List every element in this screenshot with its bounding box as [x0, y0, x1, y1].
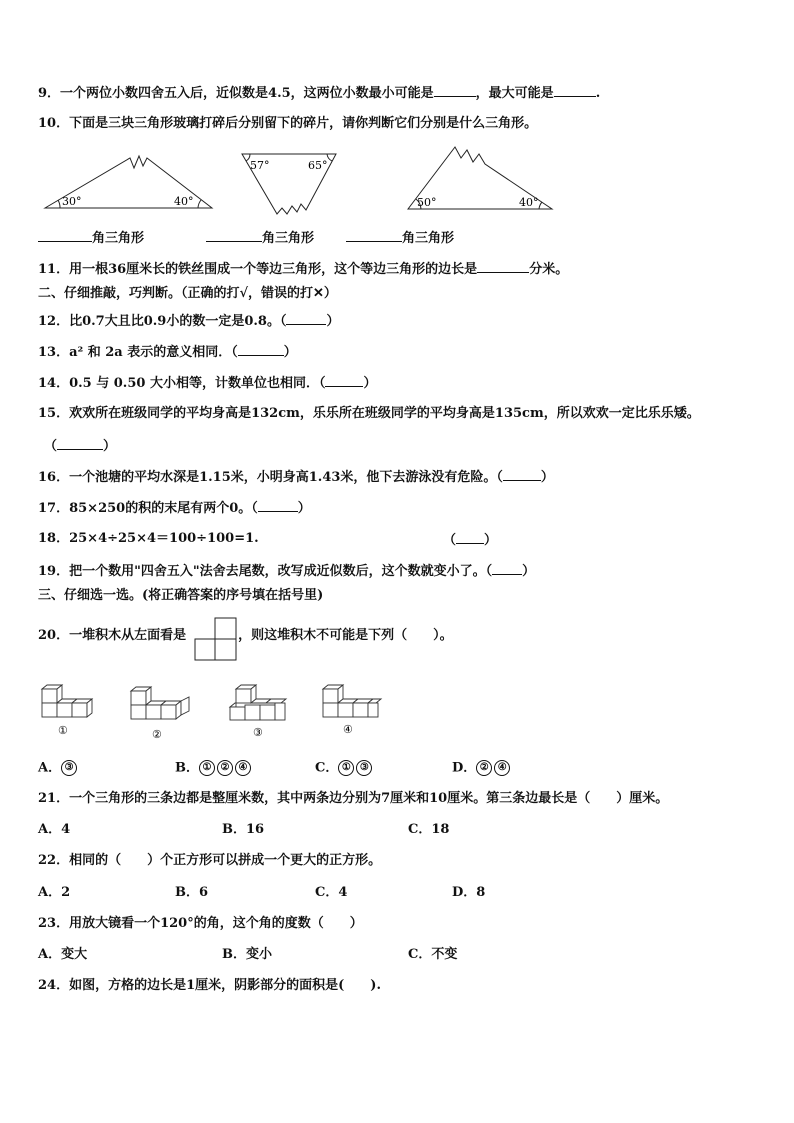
angle-label: 30°: [62, 195, 82, 208]
svg-text:①: ①: [58, 724, 68, 737]
answer-blank[interactable]: [456, 531, 484, 544]
option-a[interactable]: A．4: [38, 822, 71, 837]
option-d[interactable]: D．8: [452, 885, 486, 900]
option-a[interactable]: A．变大: [38, 947, 88, 962]
answer-blank[interactable]: [238, 343, 284, 356]
angle-label: 50°: [417, 196, 437, 209]
svg-text:③: ③: [253, 726, 263, 739]
option-c[interactable]: C．4: [315, 885, 348, 900]
option-b[interactable]: B．变小: [222, 947, 272, 962]
section-heading: 二、仔细推敲，巧判断。（正确的打√，错误的打✕）: [38, 286, 337, 301]
angle-label: 57°: [250, 159, 270, 172]
triangle-fragment-3: [405, 144, 555, 214]
question-9: 9．一个两位小数四舍五入后，近似数是4.5，这两位小数最小可能是 ，最大可能是 .: [38, 86, 601, 101]
block-figure-4: [319, 683, 387, 739]
answer-blank[interactable]: [492, 562, 522, 575]
answer-blank[interactable]: [38, 229, 92, 242]
option-b[interactable]: B． ① ② ④: [175, 760, 253, 777]
option-b[interactable]: B．16: [222, 822, 265, 837]
block-figure-1: [38, 683, 102, 739]
triangle-fragment-2: [240, 152, 340, 217]
answer-blank[interactable]: [258, 499, 298, 512]
block-figure-2: [127, 683, 197, 743]
option-b[interactable]: B．6: [175, 885, 209, 900]
question-13: 13．a² 和 2a 表示的意义相同．（ ）: [38, 345, 297, 360]
angle-label: 65°: [308, 159, 328, 172]
block-figure-3: [226, 683, 296, 741]
question-15-answer: （ ）: [44, 439, 117, 454]
question-21: 21．一个三角形的三条边都是整厘米数，其中两条边分别为7厘米和10厘米。第三条边最长是（ ）厘米。: [38, 791, 669, 806]
answer-blank[interactable]: [206, 229, 262, 242]
question-22: 22．相同的（ ）个正方形可以拼成一个更大的正方形。: [38, 853, 382, 868]
svg-text:④: ④: [343, 723, 353, 736]
question-15: 15．欢欢所在班级同学的平均身高是132cm，乐乐所在班级同学的平均身高是135cm，所以欢欢一定比乐乐矮。: [38, 406, 700, 421]
question-19: 19．把一个数用"四舍五入"法舍去尾数，改写成近似数后，这个数就变小了。（ ）: [38, 564, 536, 579]
answer-line: 角三角形: [38, 229, 144, 247]
option-a[interactable]: A． ③: [38, 760, 79, 777]
answer-blank[interactable]: [477, 260, 529, 273]
question-12: 12．比0.7大且比0.9小的数一定是0.8。（ ）: [38, 314, 340, 329]
angle-label: 40°: [519, 196, 539, 209]
answer-blank[interactable]: [503, 468, 541, 481]
svg-text:②: ②: [152, 728, 162, 741]
option-c[interactable]: C．不变: [408, 947, 458, 962]
section-heading: 三、仔细选一选。(将正确答案的序号填在括号里): [38, 588, 324, 603]
question-20: 20．一堆积木从左面看是 ，则这堆积木不可能是下列（ ）。: [38, 628, 453, 643]
question-23: 23．用放大镜看一个120°的角，这个角的度数（ ）: [38, 916, 363, 931]
answer-line: 角三角形: [206, 229, 314, 247]
question-24: 24．如图，方格的边长是1厘米，阴影部分的面积是( ).: [38, 978, 381, 993]
angle-label: 40°: [174, 195, 194, 208]
question-17: 17．85×250的积的末尾有两个0。（ ）: [38, 501, 311, 516]
answer-blank[interactable]: [57, 437, 103, 450]
answer-blank[interactable]: [346, 229, 402, 242]
left-view-figure: [193, 616, 239, 662]
question-14: 14．0.5 与 0.50 大小相等，计数单位也相同．（ ）: [38, 376, 377, 391]
answer-blank[interactable]: [434, 84, 476, 97]
answer-blank[interactable]: [325, 374, 363, 387]
triangle-fragment-1: [40, 150, 220, 215]
question-16: 16．一个池塘的平均水深是1.15米，小明身高1.43米，他下去游泳没有危险。（ ）: [38, 470, 554, 485]
option-c[interactable]: C． ① ③: [315, 760, 374, 777]
option-c[interactable]: C．18: [408, 822, 450, 837]
question-11: 11．用一根36厘米长的铁丝围成一个等边三角形，这个等边三角形的边长是 分米。: [38, 262, 569, 277]
answer-blank[interactable]: [286, 312, 326, 325]
option-d[interactable]: D． ② ④: [452, 760, 512, 777]
question-10: 10．下面是三块三角形玻璃打碎后分别留下的碎片，请你判断它们分别是什么三角形。: [38, 116, 538, 131]
answer-line: 角三角形: [346, 229, 454, 247]
option-a[interactable]: A．2: [38, 885, 71, 900]
question-18: 18．25×4÷25×4＝100÷100=1.: [38, 531, 259, 546]
answer-blank[interactable]: [554, 84, 596, 97]
question-18-answer: （ ）: [443, 533, 498, 548]
